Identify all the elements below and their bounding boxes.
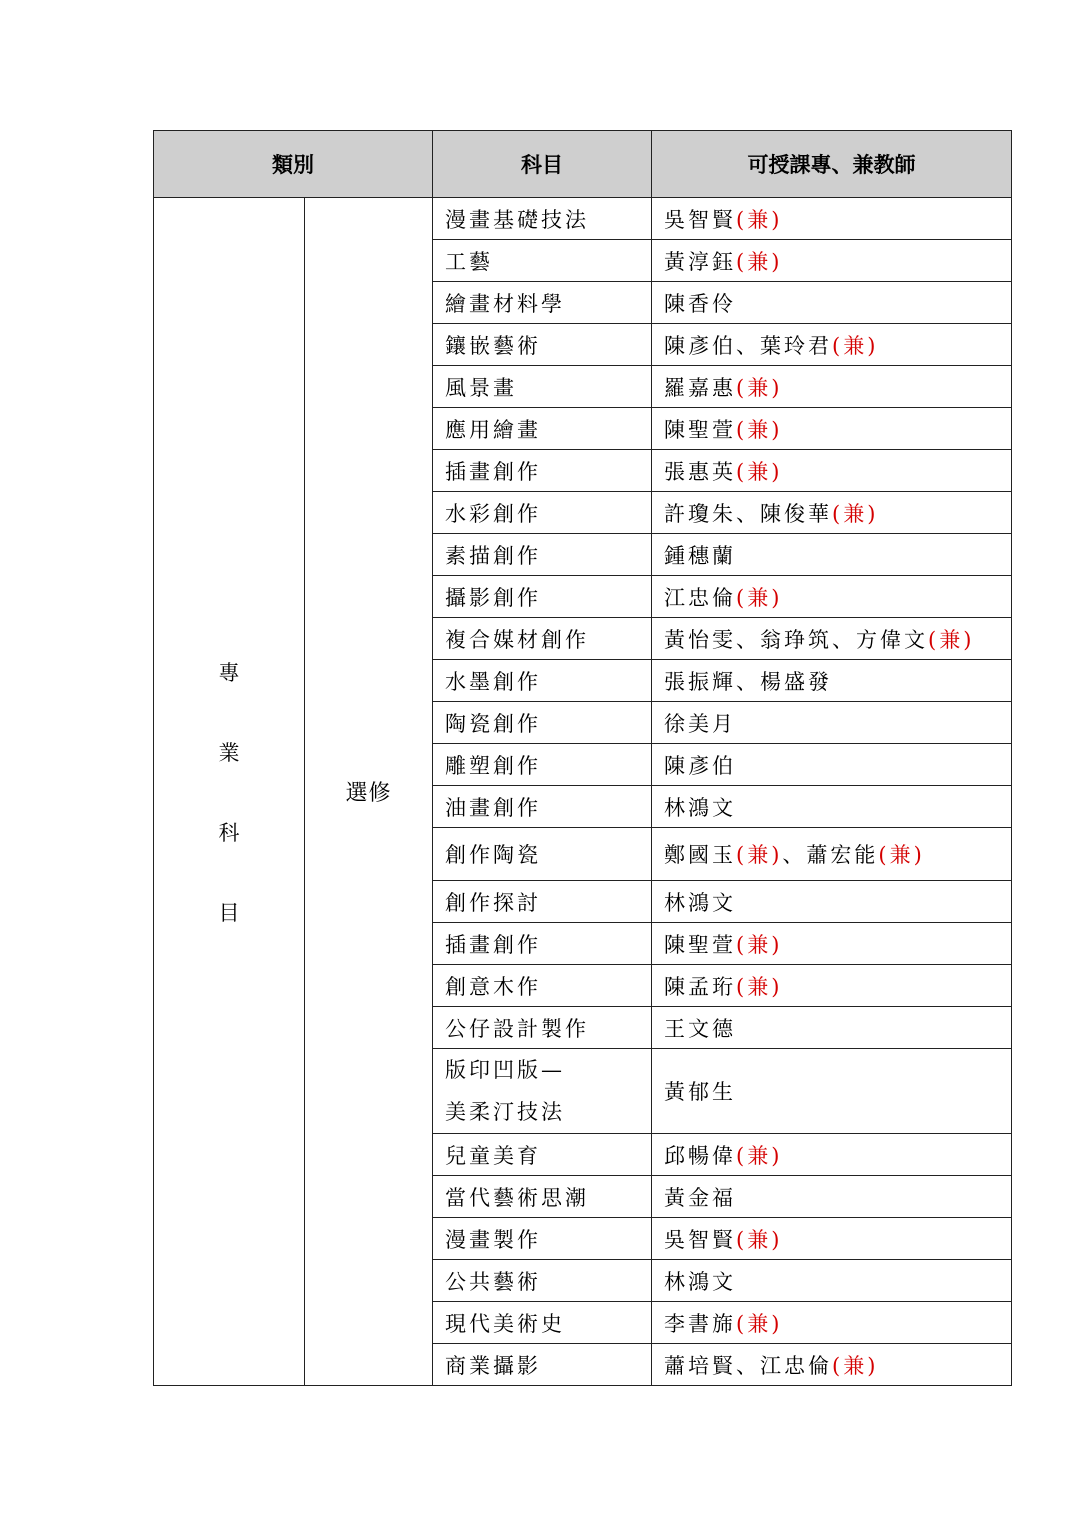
teachers-cell [652, 1007, 1012, 1049]
part-time-marker: (兼) [736, 375, 783, 400]
teachers-cell [652, 492, 1012, 534]
teachers-cell [652, 828, 1012, 881]
teacher-names: 邱暢偉 [664, 1143, 736, 1168]
subject-name: 漫畫製作 [445, 1227, 541, 1252]
header-subject: 科目 [433, 131, 652, 198]
teacher-names: 蕭培賢、江忠倫 [664, 1353, 832, 1378]
subject-cell [433, 1049, 652, 1134]
subject-name: 鑲嵌藝術 [445, 333, 541, 358]
teacher-names: 林鴻文 [664, 1269, 736, 1294]
category-char: 科 [218, 820, 240, 845]
subject-name: 工藝 [445, 249, 493, 274]
subject-name: 風景畫 [445, 375, 517, 400]
part-time-marker: (兼) [928, 627, 975, 652]
teacher-names: 鍾穗蘭 [664, 543, 736, 568]
subject-cell [433, 786, 652, 828]
teachers-cell [652, 1049, 1012, 1134]
subject-name: 水墨創作 [445, 669, 541, 694]
subject-cell [433, 282, 652, 324]
header-teachers: 可授課專、兼教師 [652, 131, 1012, 198]
subject-name: 公共藝術 [445, 1269, 541, 1294]
part-time-marker: (兼) [736, 974, 783, 999]
teacher-names: 鄭國玉 [664, 843, 736, 867]
teacher-names: 陳聖萱 [664, 932, 736, 957]
subject-name: 水彩創作 [445, 501, 541, 526]
part-time-marker: (兼) [736, 459, 783, 484]
subject-name: 商業攝影 [445, 1353, 541, 1378]
header-category: 類別 [154, 131, 433, 198]
part-time-marker: (兼) [832, 1353, 879, 1378]
subject-name: 公仔設計製作 [445, 1016, 589, 1041]
teachers-cell [652, 923, 1012, 965]
part-time-marker: (兼) [832, 333, 879, 358]
subject-cell [433, 1344, 652, 1386]
teacher-names: 、蕭宏能 [782, 843, 879, 867]
teachers-cell [652, 1134, 1012, 1176]
teacher-names: 徐美月 [664, 711, 736, 736]
table-header-row [154, 131, 1012, 198]
subject-name: 插畫創作 [445, 459, 541, 484]
teachers-cell [652, 1218, 1012, 1260]
part-time-marker: (兼) [736, 1143, 783, 1168]
part-time-marker: (兼) [736, 1311, 783, 1336]
subject-cell [433, 1218, 652, 1260]
teacher-names: 陳香伶 [664, 291, 736, 316]
teacher-names: 張惠英 [664, 459, 736, 484]
teachers-cell [652, 324, 1012, 366]
subject-name: 創作探討 [445, 890, 541, 915]
subject-cell [433, 702, 652, 744]
subject-name: 插畫創作 [445, 932, 541, 957]
teacher-names: 林鴻文 [664, 890, 736, 915]
teacher-names: 李書旆 [664, 1311, 736, 1336]
subject-name: 創作陶瓷 [445, 843, 541, 867]
part-time-marker: (兼) [736, 843, 783, 867]
subject-cell [433, 366, 652, 408]
subject-cell [433, 1302, 652, 1344]
subject-cell [433, 881, 652, 923]
subject-cell [433, 965, 652, 1007]
teachers-cell [652, 744, 1012, 786]
category-char: 業 [218, 740, 240, 765]
teacher-names: 黃金福 [664, 1185, 736, 1210]
subject-cell [433, 1134, 652, 1176]
teacher-names: 許瓊朱、陳俊華 [664, 501, 832, 526]
teachers-cell [652, 576, 1012, 618]
teachers-cell [652, 1260, 1012, 1302]
course-type-cell: 選修 [305, 198, 433, 1386]
teachers-cell [652, 282, 1012, 324]
subject-cell [433, 618, 652, 660]
teacher-names: 江忠倫 [664, 585, 736, 610]
teacher-names: 陳彥伯、葉玲君 [664, 333, 832, 358]
subject-name: 雕塑創作 [445, 753, 541, 778]
subject-cell [433, 923, 652, 965]
subject-name: 素描創作 [445, 543, 541, 568]
teachers-cell [652, 618, 1012, 660]
subject-name: 繪畫材料學 [445, 291, 565, 316]
subject-cell [433, 198, 652, 240]
category-char: 專 [218, 660, 240, 685]
teachers-cell [652, 660, 1012, 702]
teacher-names: 張振輝、楊盛發 [664, 669, 832, 694]
teachers-cell [652, 965, 1012, 1007]
teachers-cell [652, 240, 1012, 282]
part-time-marker: (兼) [736, 207, 783, 232]
subject-name: 漫畫基礎技法 [445, 207, 589, 232]
subject-cell [433, 240, 652, 282]
subject-cell [433, 534, 652, 576]
teacher-names: 吳智賢 [664, 207, 736, 232]
teachers-cell [652, 366, 1012, 408]
part-time-marker: (兼) [832, 501, 879, 526]
teacher-names: 黃郁生 [664, 1080, 736, 1104]
teachers-cell [652, 534, 1012, 576]
part-time-marker: (兼) [736, 932, 783, 957]
part-time-marker: (兼) [736, 417, 783, 442]
subject-cell [433, 1007, 652, 1049]
subject-name: 複合媒材創作 [445, 627, 589, 652]
teachers-cell [652, 1176, 1012, 1218]
teachers-cell [652, 702, 1012, 744]
category-char: 目 [218, 900, 240, 925]
table-row [154, 198, 1012, 240]
subject-cell [433, 450, 652, 492]
teacher-names: 黃淳鈺 [664, 249, 736, 274]
subject-name: 攝影創作 [445, 585, 541, 610]
subject-name: 當代藝術思潮 [445, 1185, 589, 1210]
subject-name: 現代美術史 [445, 1311, 565, 1336]
subject-cell [433, 660, 652, 702]
teacher-names: 陳孟珩 [664, 974, 736, 999]
subject-cell [433, 828, 652, 881]
teachers-cell [652, 198, 1012, 240]
table-body [154, 198, 1012, 1386]
teachers-cell [652, 786, 1012, 828]
subject-name-line2: 美柔汀技法 [445, 1100, 565, 1124]
subject-name: 應用繪畫 [445, 417, 541, 442]
part-time-marker: (兼) [736, 249, 783, 274]
subject-cell [433, 1176, 652, 1218]
teacher-names: 林鴻文 [664, 795, 736, 820]
subject-name: 兒童美育 [445, 1143, 541, 1168]
teacher-names: 黃怡雯、翁琤筑、方偉文 [664, 627, 928, 652]
subject-cell [433, 492, 652, 534]
teachers-cell [652, 881, 1012, 923]
teacher-assignment-table [153, 130, 1012, 1386]
teachers-cell [652, 450, 1012, 492]
subject-cell [433, 324, 652, 366]
teachers-cell [652, 1344, 1012, 1386]
part-time-marker: (兼) [736, 585, 783, 610]
teacher-names: 陳彥伯 [664, 753, 736, 778]
subject-name: 版印凹版— [445, 1058, 565, 1082]
teachers-cell [652, 408, 1012, 450]
teacher-names: 王文德 [664, 1016, 736, 1041]
teacher-names: 羅嘉惠 [664, 375, 736, 400]
part-time-marker: (兼) [878, 843, 925, 867]
subject-cell [433, 408, 652, 450]
subject-cell [433, 744, 652, 786]
subject-cell [433, 576, 652, 618]
subject-name: 油畫創作 [445, 795, 541, 820]
subject-name: 陶瓷創作 [445, 711, 541, 736]
part-time-marker: (兼) [736, 1227, 783, 1252]
teachers-cell [652, 1302, 1012, 1344]
subject-name: 創意木作 [445, 974, 541, 999]
teacher-names: 吳智賢 [664, 1227, 736, 1252]
subject-cell [433, 1260, 652, 1302]
teacher-names: 陳聖萱 [664, 417, 736, 442]
category-cell [154, 198, 305, 1386]
